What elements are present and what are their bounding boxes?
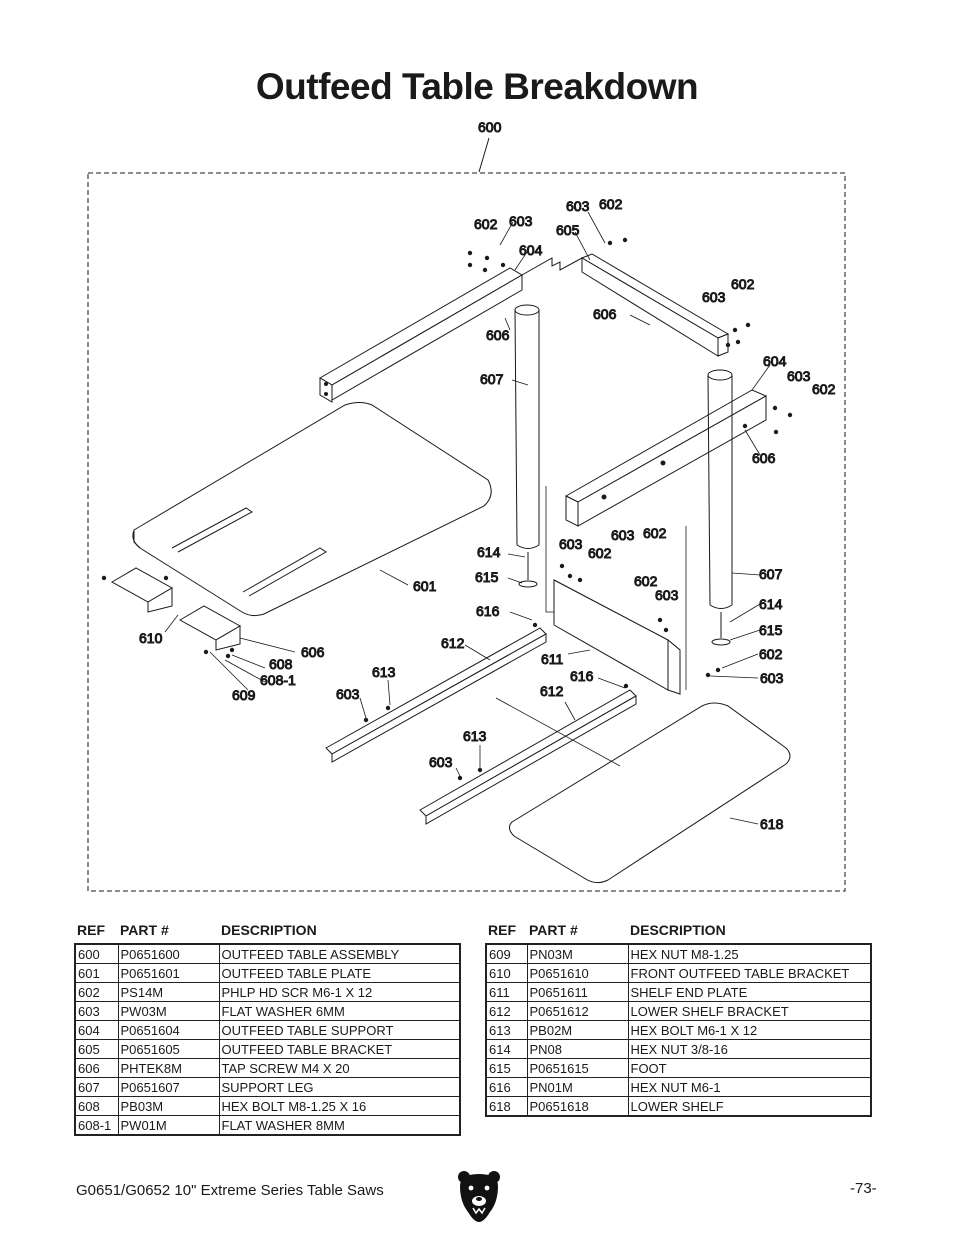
description-cell: LOWER SHELF: [628, 1097, 871, 1117]
callout-603i: 603: [336, 686, 360, 702]
callout-606c: 606: [752, 450, 776, 466]
ref-cell: 604: [75, 1021, 118, 1040]
callout-607a: 607: [480, 371, 504, 387]
callout-605: 605: [556, 222, 580, 238]
callout-614a: 614: [477, 544, 501, 560]
column-header-part: PART #: [529, 921, 578, 938]
callout-606a: 606: [486, 327, 510, 343]
callout-615b: 615: [759, 622, 783, 638]
description-cell: FOOT: [628, 1059, 871, 1078]
ref-cell: 618: [486, 1097, 527, 1117]
table-row: [75, 1078, 460, 1097]
part-cell: PS14M: [118, 983, 219, 1002]
callout-613b: 613: [463, 728, 487, 744]
outfeed-table-plate-part: [133, 403, 491, 616]
callout-603e: 603: [559, 536, 583, 552]
part-cell: P0651605: [118, 1040, 219, 1059]
part-cell: P0651600: [118, 944, 219, 964]
description-cell: HEX NUT 3/8-16: [628, 1040, 871, 1059]
rear-support-part: [582, 254, 728, 356]
table-row: [75, 964, 460, 983]
callout-603f: 603: [611, 527, 635, 543]
callout-616a: 616: [476, 603, 500, 619]
part-cell: P0651611: [527, 983, 628, 1002]
table-row: [75, 1021, 460, 1040]
table-row: [486, 983, 871, 1002]
part-cell: P0651604: [118, 1021, 219, 1040]
parts-table-right: [485, 921, 872, 1117]
column-header-description: DESCRIPTION: [221, 921, 317, 938]
column-header-part: PART #: [120, 921, 169, 938]
column-header-ref: REF: [488, 921, 516, 938]
part-cell: PN08: [527, 1040, 628, 1059]
ref-cell: 615: [486, 1059, 527, 1078]
callout-614b: 614: [759, 596, 783, 612]
part-cell: PB02M: [527, 1021, 628, 1040]
callout-604a: 604: [519, 242, 543, 258]
ref-cell: 612: [486, 1002, 527, 1021]
ref-cell: 601: [75, 964, 118, 983]
callout-603j: 603: [429, 754, 453, 770]
callout-616b: 616: [570, 668, 594, 684]
table-row: [486, 944, 871, 964]
ref-cell: 610: [486, 964, 527, 983]
callout-606b: 606: [593, 306, 617, 322]
part-cell: PB03M: [118, 1097, 219, 1116]
callout-602c: 602: [731, 276, 755, 292]
column-header-ref: REF: [77, 921, 105, 938]
callout-602h: 602: [759, 646, 783, 662]
description-cell: OUTFEED TABLE PLATE: [219, 964, 460, 983]
callout-602b: 602: [599, 196, 623, 212]
parts-table-left: [74, 921, 461, 1136]
table-row: [486, 1078, 871, 1097]
description-cell: HEX BOLT M6-1 X 12: [628, 1021, 871, 1040]
footer-model-text: G0651/G0652 10" Extreme Series Table Saws: [76, 1182, 384, 1199]
table-row: [486, 1040, 871, 1059]
table-row: [75, 1059, 460, 1078]
part-cell: P0651601: [118, 964, 219, 983]
callout-602d: 602: [812, 381, 836, 397]
part-cell: P0651612: [527, 1002, 628, 1021]
ref-cell: 605: [75, 1040, 118, 1059]
ref-cell: 609: [486, 944, 527, 964]
column-header-description: DESCRIPTION: [630, 921, 726, 938]
callout-618: 618: [760, 816, 784, 832]
callout-602f: 602: [643, 525, 667, 541]
callout-603c: 603: [702, 289, 726, 305]
callout-612b: 612: [540, 683, 564, 699]
ref-cell: 600: [75, 944, 118, 964]
table-row: [75, 944, 460, 964]
page-title: Outfeed Table Breakdown: [255, 66, 699, 107]
part-cell: P0651615: [527, 1059, 628, 1078]
ref-cell: 608-1: [75, 1116, 118, 1136]
callout-603d: 603: [787, 368, 811, 384]
callout-611: 611: [541, 651, 564, 667]
callout-609: 609: [232, 687, 256, 703]
table-row: [75, 1116, 460, 1136]
part-cell: PW01M: [118, 1116, 219, 1136]
callout-602a: 602: [474, 216, 498, 232]
callout-600: 600: [478, 119, 502, 135]
description-cell: FLAT WASHER 6MM: [219, 1002, 460, 1021]
callout-608: 608: [269, 656, 293, 672]
leader-600: [479, 138, 489, 172]
ref-cell: 607: [75, 1078, 118, 1097]
part-cell: PW03M: [118, 1002, 219, 1021]
part-cell: PN01M: [527, 1078, 628, 1097]
ref-cell: 606: [75, 1059, 118, 1078]
table-row: [486, 1059, 871, 1078]
callout-604b: 604: [763, 353, 787, 369]
callout-601: 601: [413, 578, 437, 594]
bracket-605-outline: [522, 258, 582, 275]
ref-cell: 603: [75, 1002, 118, 1021]
callout-615a: 615: [475, 569, 499, 585]
callout-606d: 606: [301, 644, 325, 660]
description-cell: OUTFEED TABLE BRACKET: [219, 1040, 460, 1059]
ref-cell: 613: [486, 1021, 527, 1040]
lower-shelf-part: [509, 703, 790, 883]
description-cell: HEX NUT M8-1.25: [628, 944, 871, 964]
description-cell: SUPPORT LEG: [219, 1078, 460, 1097]
ref-cell: 611: [486, 983, 527, 1002]
callout-603g: 603: [655, 587, 679, 603]
callout-602e: 602: [588, 545, 612, 561]
callout-613a: 613: [372, 664, 396, 680]
callout-602g: 602: [634, 573, 658, 589]
part-cell: P0651610: [527, 964, 628, 983]
callout-603h: 603: [760, 670, 784, 686]
description-cell: TAP SCREW M4 X 20: [219, 1059, 460, 1078]
callout-608-1: 608-1: [260, 672, 296, 688]
ref-cell: 614: [486, 1040, 527, 1059]
callout-610: 610: [139, 630, 163, 646]
part-cell: P0651618: [527, 1097, 628, 1117]
table-row: [486, 1021, 871, 1040]
part-cell: P0651607: [118, 1078, 219, 1097]
callout-603a: 603: [509, 213, 533, 229]
description-cell: SHELF END PLATE: [628, 983, 871, 1002]
table-row: [75, 1097, 460, 1116]
ref-cell: 602: [75, 983, 118, 1002]
page-number: -73-: [850, 1180, 877, 1197]
callout-612a: 612: [441, 635, 465, 651]
right-support-part: [566, 390, 766, 526]
grizzly-bear-logo-icon: [456, 1168, 502, 1224]
description-cell: FRONT OUTFEED TABLE BRACKET: [628, 964, 871, 983]
ref-cell: 608: [75, 1097, 118, 1116]
callout-607b: 607: [759, 566, 783, 582]
ref-cell: 616: [486, 1078, 527, 1097]
table-row: [75, 983, 460, 1002]
description-cell: PHLP HD SCR M6-1 X 12: [219, 983, 460, 1002]
part-cell: PHTEK8M: [118, 1059, 219, 1078]
description-cell: LOWER SHELF BRACKET: [628, 1002, 871, 1021]
part-cell: PN03M: [527, 944, 628, 964]
table-row: [75, 1040, 460, 1059]
table-row: [486, 964, 871, 983]
description-cell: OUTFEED TABLE SUPPORT: [219, 1021, 460, 1040]
description-cell: FLAT WASHER 8MM: [219, 1116, 460, 1136]
description-cell: OUTFEED TABLE ASSEMBLY: [219, 944, 460, 964]
description-cell: HEX BOLT M8-1.25 X 16: [219, 1097, 460, 1116]
table-row: [486, 1097, 871, 1117]
table-row: [486, 1002, 871, 1021]
left-leg-part: [515, 305, 539, 587]
table-row: [75, 1002, 460, 1021]
callout-603b: 603: [566, 198, 590, 214]
description-cell: HEX NUT M6-1: [628, 1078, 871, 1097]
